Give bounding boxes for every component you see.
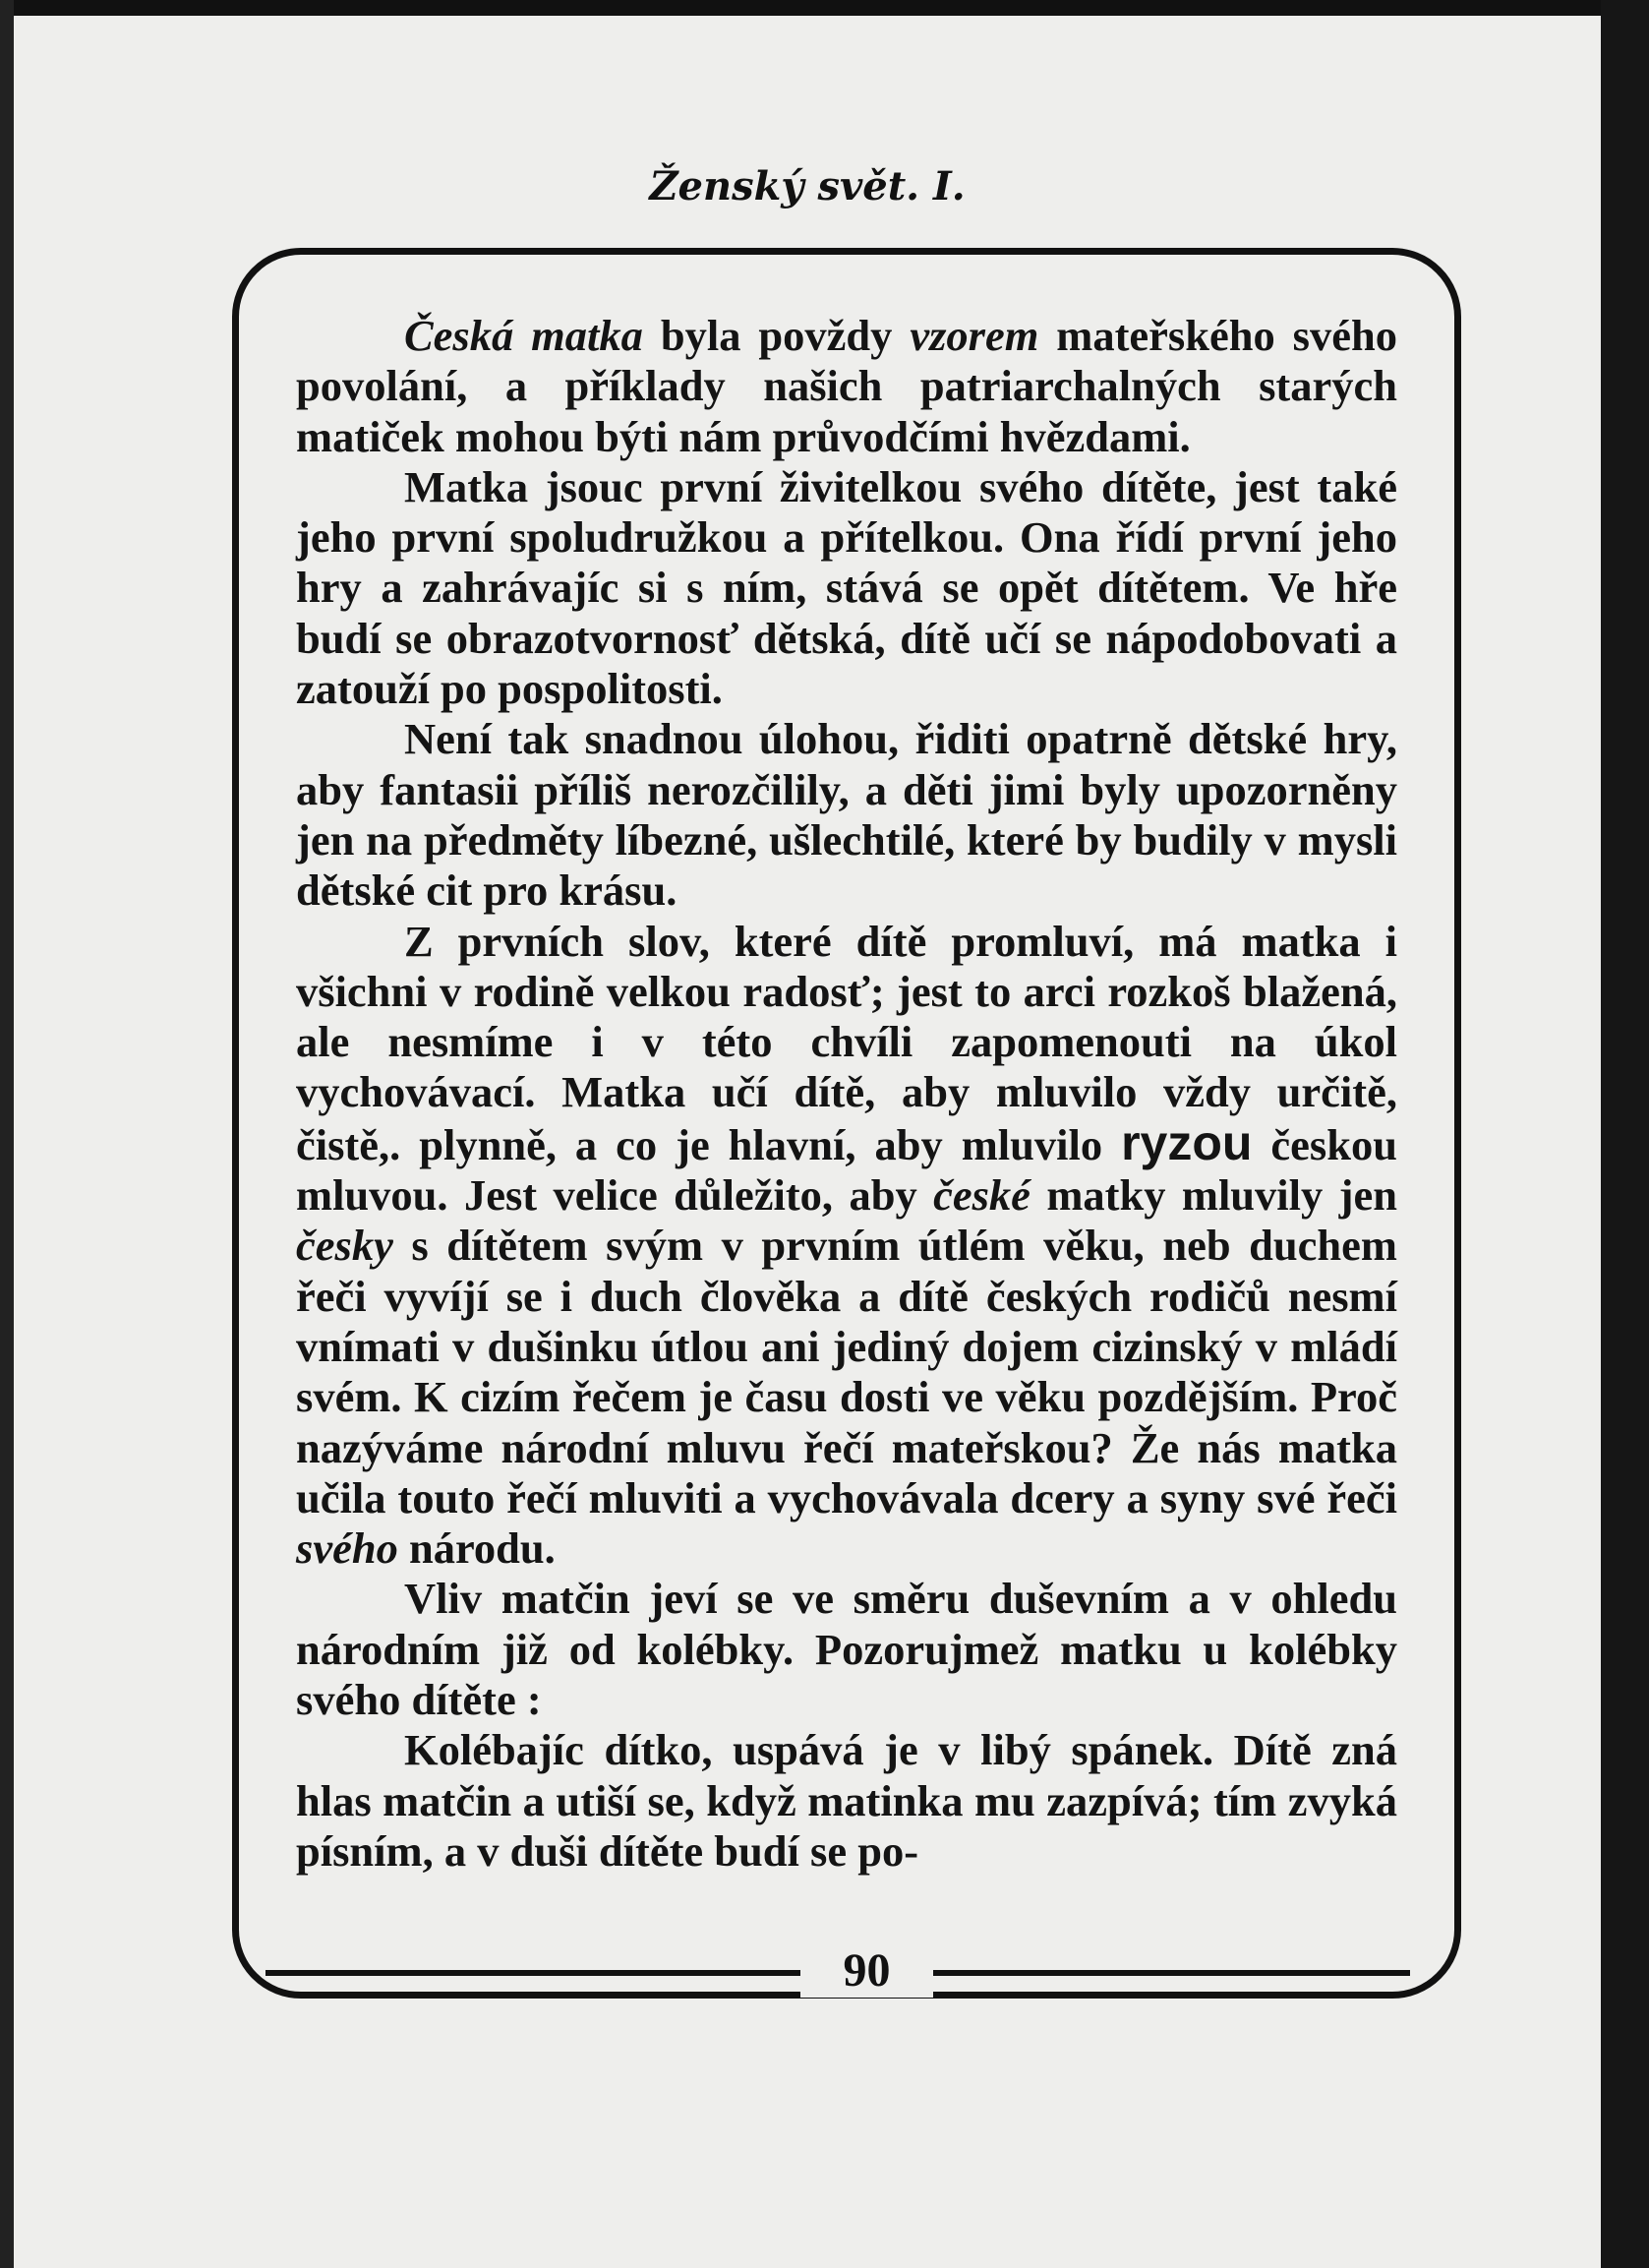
scan-border-right: [1601, 0, 1649, 2268]
emphasis-run: svého: [296, 1523, 398, 1574]
text-run: Matka jsouc první živitelkou svého dítěte, jest také jeho první spoludružkou a přítelkou. Ona řídí první jeho hry a zahrávajíc si s ním, stává se opět dítětem. Ve hře budí se obrazotvornosť dětská, dítě učí se nápodobovati a zatouží po pospolitosti.: [296, 461, 1397, 714]
paragraph: [296, 714, 1397, 916]
text-run: s dítětem svým v prvním útlém věku, neb duchem řeči vyvíjí se i duch člověka a dítě českých rodičů nesmí vnímati v dušinku útlou ani jediný dojem cizinský v mládí svém. K cizím řečem je času dosti ve věku pozdějším. Proč nazýváme národní mluvu řečí mateřskou? Že nás matka učila touto řečí mluviti a vychovávala dcery a syny své řeči: [296, 1221, 1397, 1522]
text-run: Vliv matčin jeví se ve směru duševním a v ohledu národním již od kolébky. Pozorujmež matku u kolébky svého dítěte :: [296, 1574, 1397, 1725]
paragraph: [296, 311, 1397, 462]
text-run: Z prvních slov, které dítě promluví, má matka i všichni v rodině velkou radosť; jest to arci rozkoš blažená, ale nesmíme i v této chvíli zapomenouti na úkol vychovávací. Matka učí dítě, aby mluvilo vždy určitě, čistě,. plynně, a co je hlavní, aby mluvilo: [296, 916, 1397, 1169]
text-run: byla povždy: [642, 311, 911, 360]
running-header: Ženský svět. I.: [649, 163, 966, 209]
book-page: [14, 16, 1601, 2268]
footer-rule-left: [265, 1970, 801, 1976]
emphasis-run: vzorem: [910, 311, 1039, 360]
text-run: Není tak snadnou úlohou, řiditi opatrně dětské hry, aby fantasii příliš nerozčilily, a děti jimi byly upozorněny jen na předměty líbezné, ušlechtilé, které by budily v mysli dětské cit pro krásu.: [296, 714, 1397, 916]
text-run: ryzou: [1121, 1114, 1253, 1170]
text-run: matky mluvily jen: [1030, 1170, 1398, 1221]
paragraph: [296, 1574, 1397, 1725]
text-run: českou mluvou. Jest velice důležito, aby: [296, 1119, 1397, 1221]
emphasis-run: české: [933, 1170, 1031, 1221]
text-run: mateřského svého povolání, a příklady našich patriarchalných starých matiček mohou býti nám průvodčími hvězdami.: [296, 311, 1397, 461]
body-text: [296, 311, 1397, 1877]
paragraph: [296, 462, 1397, 714]
page-number: 90: [800, 1943, 933, 1998]
scan-border-left: [0, 0, 14, 2268]
text-run: národu.: [397, 1523, 556, 1574]
emphasis-run: česky: [296, 1221, 393, 1271]
paragraph: [296, 917, 1397, 1575]
paragraph: [296, 1725, 1397, 1877]
scan-border-top: [0, 0, 1649, 16]
emphasis-run: Česká matka: [404, 311, 643, 360]
footer-rule-right: [933, 1970, 1410, 1976]
text-run: Kolébajíc dítko, uspává je v libý spánek. Dítě zná hlas matčin a utiší se, když matinka mu zazpívá; tím zvyká písním, a v duši dítěte budí se po-: [296, 1725, 1397, 1876]
